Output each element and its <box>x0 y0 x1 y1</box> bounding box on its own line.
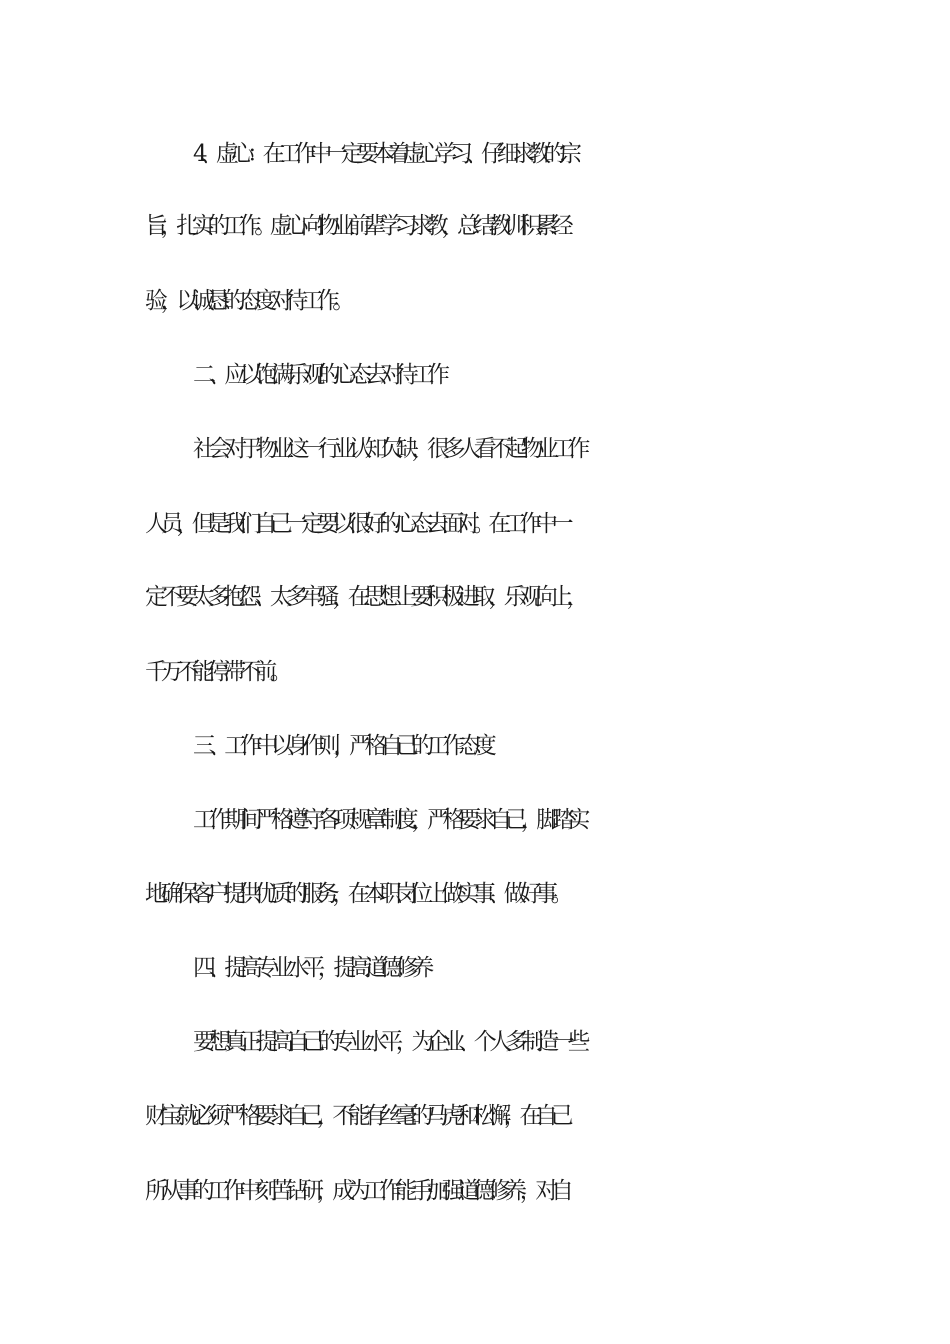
paragraph-line: 工作期间严格遵守各项规章制度，严格要求自己，脚踏实 <box>193 807 584 833</box>
paragraph-line: 4、虚心：在工作中一定要本着虚心学习、仔细求教的.宗 <box>193 141 575 167</box>
paragraph-line: 人员，但是我们自己一定要以很好的心态去面对。在工作中一 <box>145 511 567 537</box>
paragraph-line: 地确保客户提供优质的服务，在本职岗位上做实事、做好事。 <box>145 881 567 907</box>
section-heading: 四、提高专业水平，提高道德修养 <box>193 955 428 981</box>
paragraph-line: 验，以诚恳的态度对待工作。 <box>145 288 348 314</box>
paragraph-line: 社会对于物业这一行业认知欠缺，很多人看不起物业工作 <box>193 436 584 462</box>
paragraph-line: 所从事的工作中刻苦钻研，成为工作能手;加强道德修养，对自 <box>145 1178 567 1204</box>
section-heading: 三、工作中以身作则，严格自己的工作态度 <box>193 733 490 759</box>
section-heading: 二、应以饱满乐观的心态去对待工作 <box>193 362 443 388</box>
paragraph-line: 旨，扎实的工作。虚心向物业前辈学习求教，总结教训积累经 <box>145 213 567 239</box>
paragraph-line: 千万不能停滞不前。 <box>145 659 286 685</box>
paragraph-line: 要想真正提高自己的专业水平，为企业、个人多制造一些 <box>193 1029 584 1055</box>
paragraph-line: 定不要太多抱怨、太多牢骚，在思想上要积极进取，乐观向上， <box>145 584 582 610</box>
paragraph-line: 财宝就必须严格要求自己，不能有丝毫的马虎和松懈，在自己 <box>145 1103 567 1129</box>
